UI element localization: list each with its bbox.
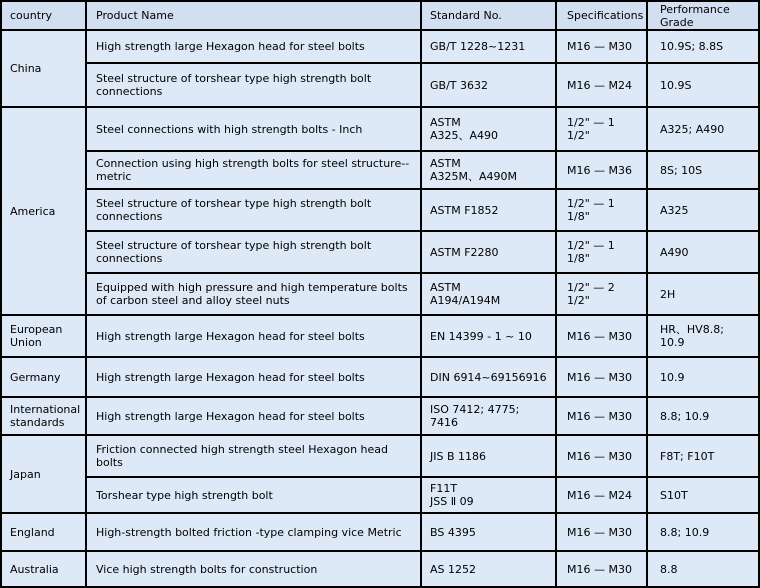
specifications-cell: M16 — M30: [557, 552, 646, 586]
specifications-cell: M16 — M30: [557, 31, 646, 62]
header-country: country: [2, 2, 85, 29]
product-name-cell: Steel connections with high strength bolts - Inch: [87, 108, 420, 150]
specifications-cell: M16 — M30: [557, 358, 646, 396]
product-name-cell: Torshear type high strength bolt: [87, 478, 420, 512]
specifications-cell: 1/2" — 1 1/8": [557, 232, 646, 272]
header-performance-grade: Performance Grade: [648, 2, 758, 29]
performance-grade-cell: 10.9S; 8.8S: [648, 31, 758, 62]
specifications-cell: M16 — M30: [557, 316, 646, 356]
standard-no-cell: DIN 6914~69156916: [422, 358, 555, 396]
specifications-cell: M16 — M36: [557, 152, 646, 188]
performance-grade-cell: 8S; 10S: [648, 152, 758, 188]
standard-no-cell: ASTM F2280: [422, 232, 555, 272]
standard-no-cell: GB/T 1228~1231: [422, 31, 555, 62]
product-name-cell: Steel structure of torshear type high strength bolt connections: [87, 64, 420, 106]
header-product-name: Product Name: [87, 2, 420, 29]
standard-no-cell: ISO 7412; 4775; 7416: [422, 398, 555, 434]
country-cell: America: [2, 108, 85, 314]
specifications-cell: 1/2" — 1 1/8": [557, 190, 646, 230]
product-name-cell: High strength large Hexagon head for steel bolts: [87, 358, 420, 396]
country-cell: European Union: [2, 316, 85, 356]
performance-grade-cell: A490: [648, 232, 758, 272]
performance-grade-cell: 10.9S: [648, 64, 758, 106]
standard-no-cell: AS 1252: [422, 552, 555, 586]
standard-no-cell: ASTM A194/A194M: [422, 274, 555, 314]
product-name-cell: Connection using high strength bolts for steel structure--metric: [87, 152, 420, 188]
standard-no-cell: ASTM A325、A490: [422, 108, 555, 150]
standard-no-cell: F11T JSS Ⅱ 09: [422, 478, 555, 512]
performance-grade-cell: 2H: [648, 274, 758, 314]
product-name-cell: Equipped with high pressure and high temperature bolts of carbon steel and alloy steel nuts: [87, 274, 420, 314]
country-cell: International standards: [2, 398, 85, 434]
product-name-cell: High strength large Hexagon head for steel bolts: [87, 31, 420, 62]
product-name-cell: High-strength bolted friction -type clamping vice Metric: [87, 514, 420, 550]
performance-grade-cell: 8.8; 10.9: [648, 398, 758, 434]
header-specifications: Specifications: [557, 2, 646, 29]
standard-no-cell: EN 14399 - 1 ~ 10: [422, 316, 555, 356]
standard-no-cell: BS 4395: [422, 514, 555, 550]
standard-no-cell: JIS B 1186: [422, 436, 555, 476]
specifications-cell: M16 — M30: [557, 398, 646, 434]
specifications-cell: M16 — M30: [557, 436, 646, 476]
country-cell: Australia: [2, 552, 85, 586]
performance-grade-cell: F8T; F10T: [648, 436, 758, 476]
performance-grade-cell: 8.8: [648, 552, 758, 586]
country-cell: England: [2, 514, 85, 550]
specifications-cell: M16 — M24: [557, 64, 646, 106]
product-name-cell: High strength large Hexagon head for steel bolts: [87, 398, 420, 434]
country-cell: China: [2, 31, 85, 106]
product-name-cell: High strength large Hexagon head for steel bolts: [87, 316, 420, 356]
product-name-cell: Vice high strength bolts for construction: [87, 552, 420, 586]
standard-no-cell: GB/T 3632: [422, 64, 555, 106]
product-name-cell: Steel structure of torshear type high strength bolt connections: [87, 190, 420, 230]
header-standard-no: Standard No.: [422, 2, 555, 29]
performance-grade-cell: HR、HV8.8; 10.9: [648, 316, 758, 356]
specifications-cell: 1/2" — 1 1/2": [557, 108, 646, 150]
performance-grade-cell: S10T: [648, 478, 758, 512]
specifications-cell: 1/2" — 2 1/2": [557, 274, 646, 314]
performance-grade-cell: 8.8; 10.9: [648, 514, 758, 550]
performance-grade-cell: A325: [648, 190, 758, 230]
country-cell: Japan: [2, 436, 85, 512]
country-cell: Germany: [2, 358, 85, 396]
product-name-cell: Steel structure of torshear type high strength bolt connections: [87, 232, 420, 272]
standard-no-cell: ASTM A325M、A490M: [422, 152, 555, 188]
product-name-cell: Friction connected high strength steel Hexagon head bolts: [87, 436, 420, 476]
performance-grade-cell: A325; A490: [648, 108, 758, 150]
specifications-cell: M16 — M30: [557, 514, 646, 550]
standard-no-cell: ASTM F1852: [422, 190, 555, 230]
specifications-cell: M16 — M24: [557, 478, 646, 512]
performance-grade-cell: 10.9: [648, 358, 758, 396]
